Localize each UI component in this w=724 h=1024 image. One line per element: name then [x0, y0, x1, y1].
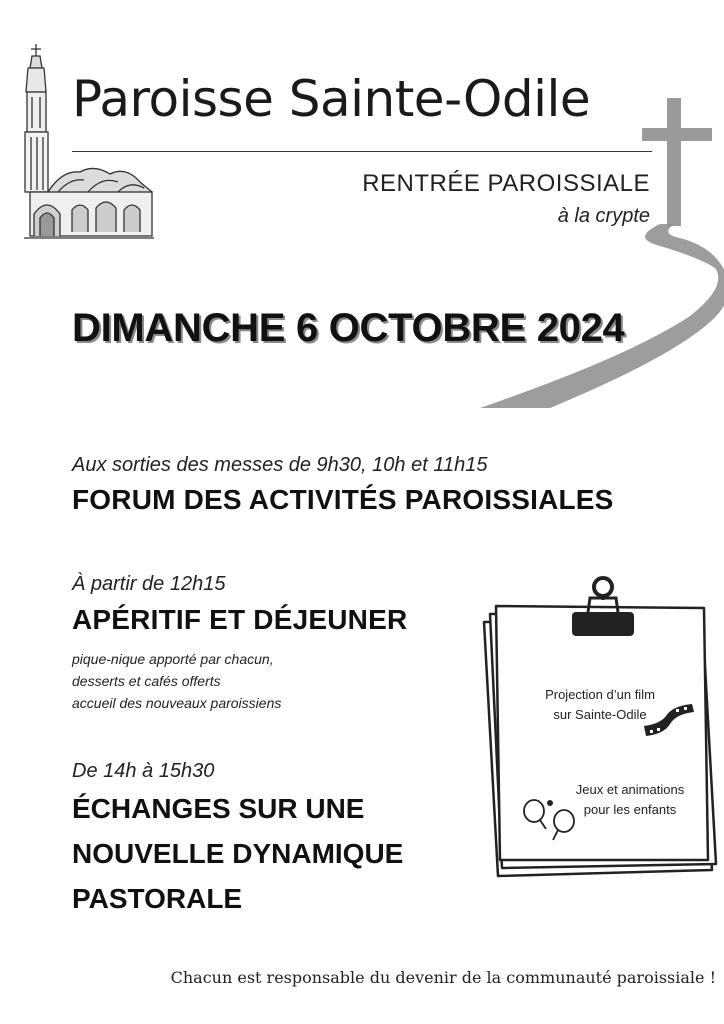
- event-location: à la crypte: [557, 205, 650, 227]
- exchange-heading: [72, 786, 403, 921]
- forum-heading: FORUM DES ACTIVITÉS PAROISSIALES: [72, 484, 614, 515]
- title-divider: [72, 151, 652, 152]
- lunch-heading: APÉRITIF ET DÉJEUNER: [72, 604, 408, 635]
- clip-line: sur Sainte-Odile: [553, 707, 647, 722]
- cross-road-illustration: [460, 96, 724, 408]
- event-subtitle: RENTRÉE PAROISSIALE: [362, 170, 650, 197]
- lunch-detail-line: accueil des nouveaux paroissiens: [72, 695, 282, 711]
- film-strip-icon: [640, 700, 696, 740]
- page-title: Paroisse Sainte-Odile: [72, 70, 591, 128]
- exchange-heading-line: NOUVELLE DYNAMIQUE: [72, 838, 404, 869]
- footer-tagline: Chacun est responsable du devenir de la communauté paroissiale !: [170, 968, 716, 987]
- lunch-time: À partir de 12h15: [72, 573, 226, 595]
- lunch-detail-line: desserts et cafés offerts: [72, 673, 221, 689]
- clip-line: pour les enfants: [583, 802, 677, 817]
- exchange-time: De 14h à 15h30: [72, 760, 215, 782]
- clip-line: Jeux et animations: [575, 782, 685, 797]
- forum-time: Aux sorties des messes de 9h30, 10h et 11h15: [72, 454, 488, 476]
- clip-line: Projection d’un film: [545, 687, 655, 702]
- event-date: DIMANCHE 6 OCTOBRE 2024: [72, 306, 625, 350]
- exchange-heading-line: PASTORALE: [72, 883, 243, 914]
- ping-pong-icon: [520, 795, 580, 847]
- lunch-detail-line: pique-nique apporté par chacun,: [72, 651, 274, 667]
- lunch-details: [72, 648, 281, 714]
- exchange-heading-line: ÉCHANGES SUR UNE: [72, 793, 365, 824]
- games-text: [560, 780, 700, 820]
